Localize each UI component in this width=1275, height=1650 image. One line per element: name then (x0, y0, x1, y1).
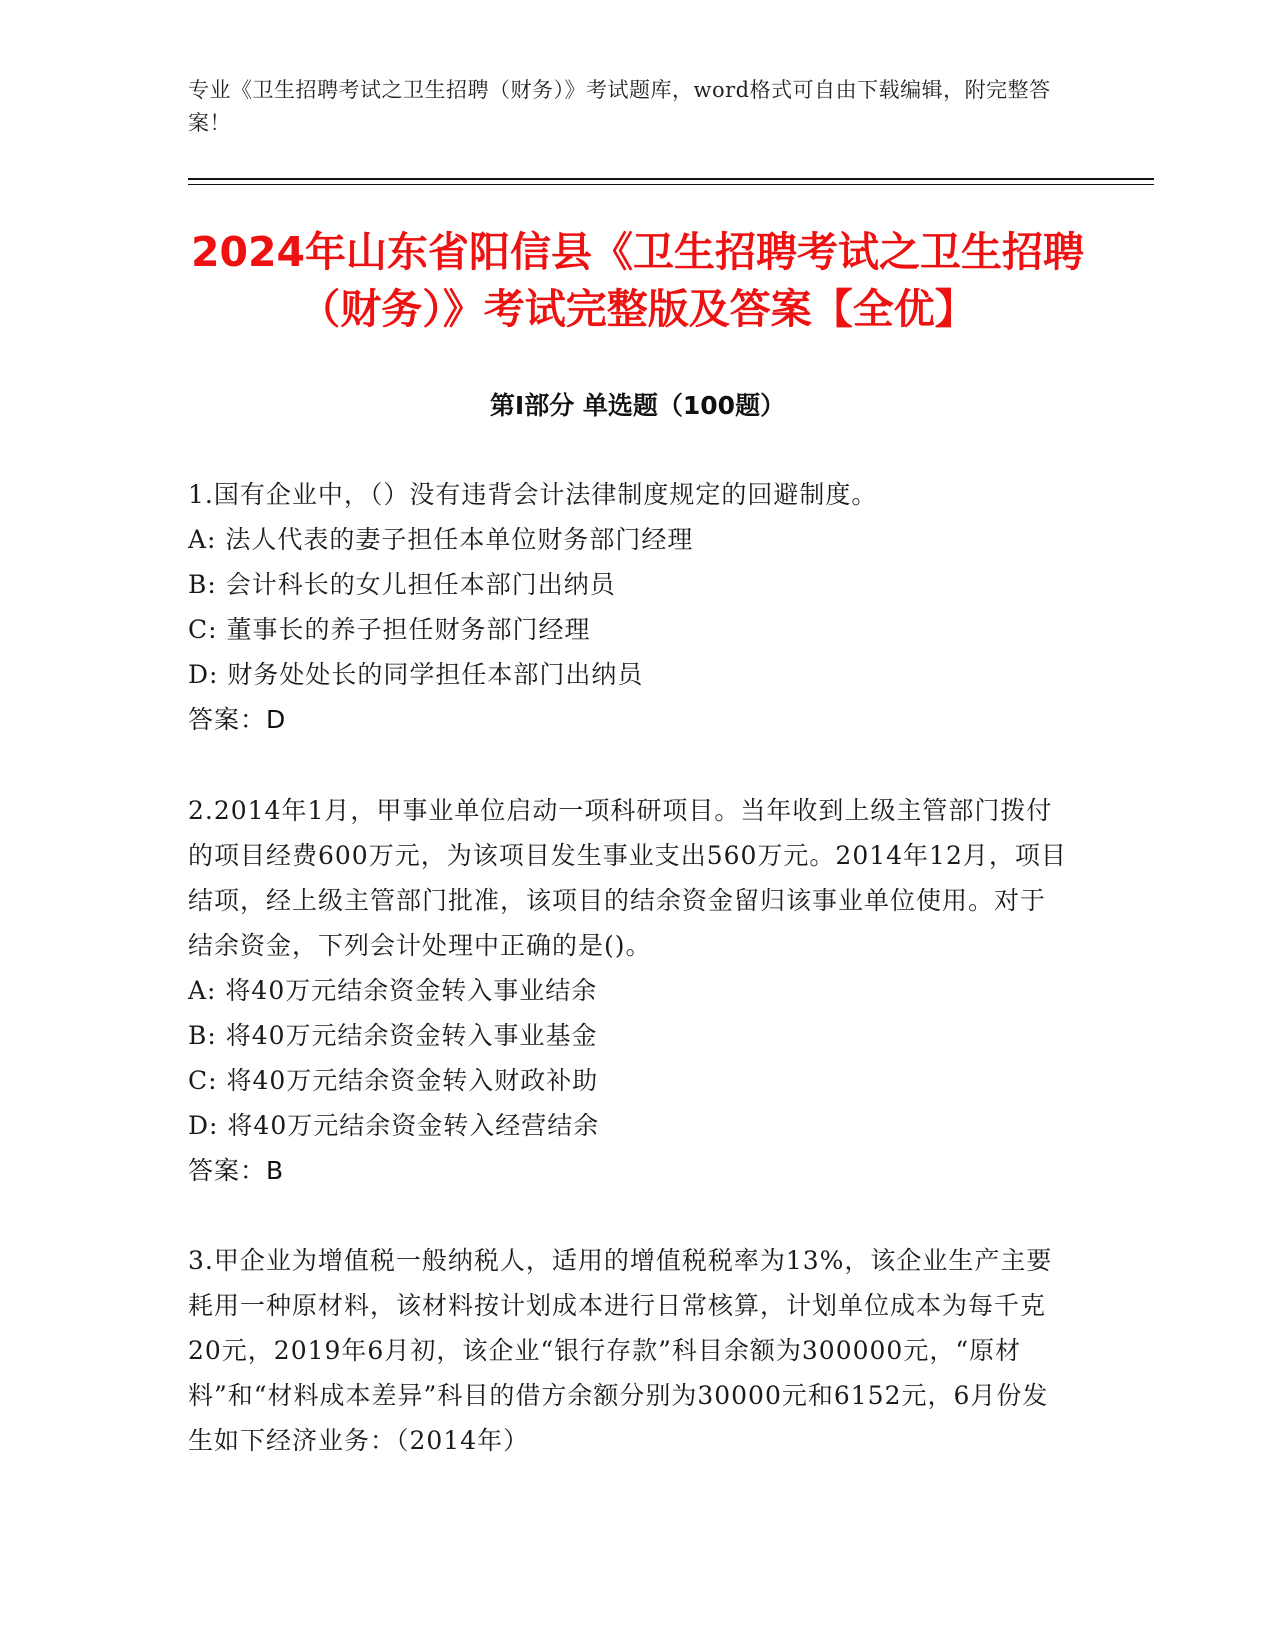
option-b: B: 会计科长的女儿担任本部门出纳员 (188, 570, 616, 599)
option-a: A: 法人代表的妻子担任本单位财务部门经理 (188, 525, 694, 554)
option-a: A: 将40万元结余资金转入事业结余 (188, 976, 598, 1005)
option-b: B: 将40万元结余资金转入事业基金 (188, 1021, 598, 1050)
section-heading: 第Ⅰ部分 单选题（100题） (489, 391, 786, 420)
header-note: 专业《卫生招聘考试之卫生招聘（财务）》考试题库，word格式可自由下载编辑，附完整答案！ (188, 78, 1051, 135)
question-1 (188, 472, 1068, 742)
header-divider-thick (188, 178, 1154, 180)
question-stem: 1.国有企业中，（）没有违背会计法律制度规定的回避制度。 (188, 480, 878, 509)
question-3 (188, 1238, 1068, 1463)
answer: 答案：D (188, 705, 287, 734)
header-divider-thin (188, 184, 1154, 185)
question-2 (188, 788, 1068, 1193)
option-d: D: 将40万元结余资金转入经营结余 (188, 1111, 600, 1140)
question-stem: 2.2014年1月，甲事业单位启动一项科研项目。当年收到上级主管部门拨付的项目经费600万元，为该项目发生事业支出560万元。2014年12月，项目结项，经上级主管部门批准，该项目的结余资金留归该事业单位使用。对于结余资金，下列会计处理中正确的是()。 (188, 796, 1067, 960)
option-c: C: 将40万元结余资金转入财政补助 (188, 1066, 599, 1095)
question-stem: 3.甲企业为增值税一般纳税人，适用的增值税税率为13%，该企业生产主要耗用一种原材料，该材料按计划成本进行日常核算，计划单位成本为每千克20元，2019年6月初，该企业“银行存款”科目余额为300000元，“原材料”和“材料成本差异”科目的借方余额分别为30000元和6152元，6月份发生如下经济业务：（2014年） (188, 1246, 1053, 1455)
option-d: D: 财务处处长的同学担任本部门出纳员 (188, 660, 644, 689)
option-c: C: 董事长的养子担任财务部门经理 (188, 615, 591, 644)
document-title: 2024年山东省阳信县《卫生招聘考试之卫生招聘（财务）》考试完整版及答案【全优】 (190, 228, 1085, 333)
answer: 答案：B (188, 1156, 285, 1185)
